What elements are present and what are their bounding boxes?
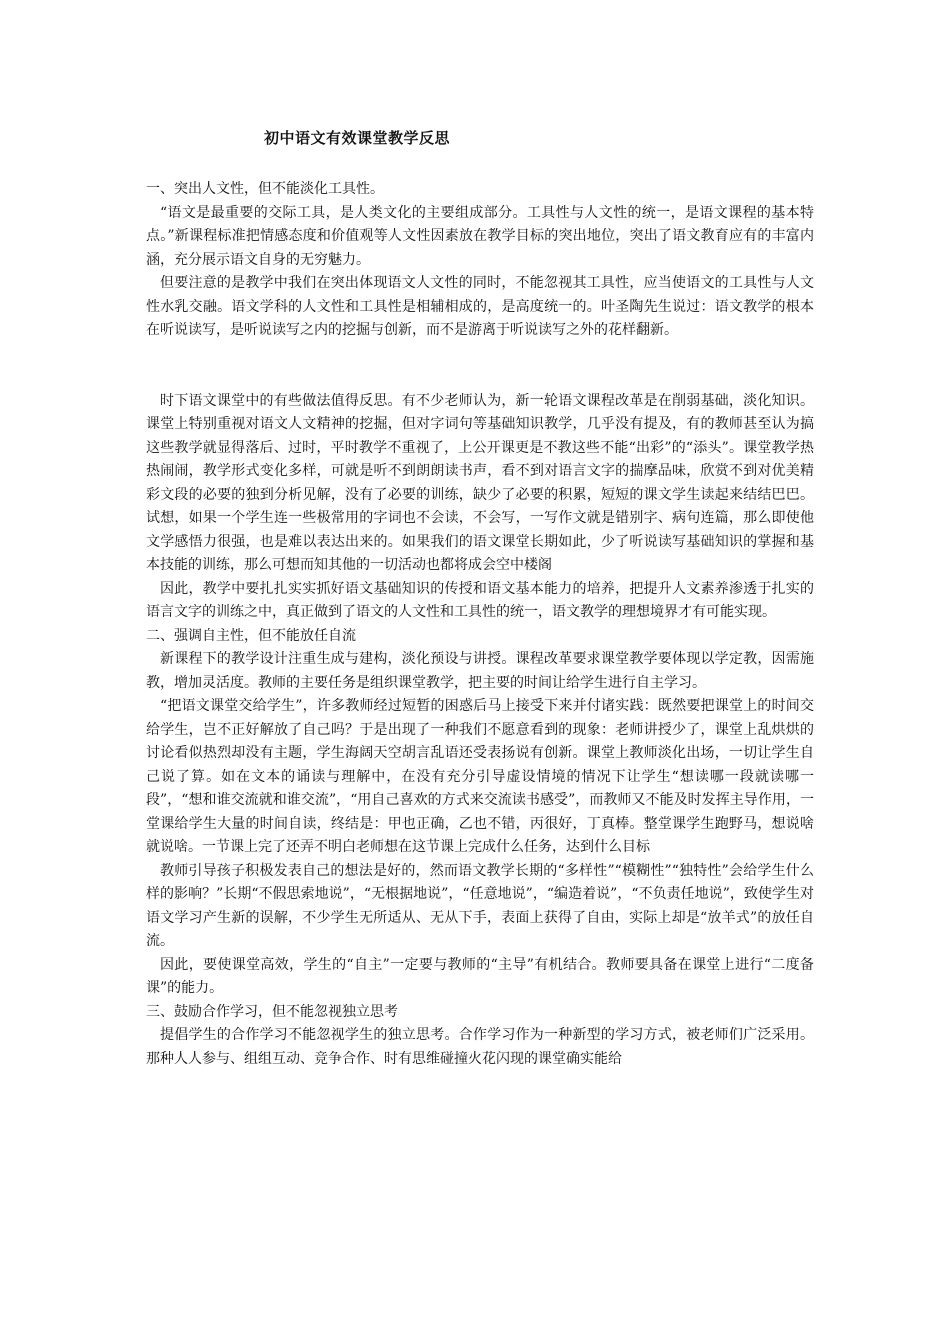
section-2-paragraph-4: 因此，要使课堂高效，学生的“自主”一定要与教师的“主导”有机结合。教师要具备在课堂上进行“二度备课”的能力。 — [146, 956, 814, 996]
section-1-heading: 一、突出人文性，但不能淡化工具性。 — [146, 181, 384, 197]
section-2-paragraph-1: 新课程下的教学设计注重生成与建构，淡化预设与讲授。课程改革要求课堂教学要体现以学定教，因需施教，增加灵活度。教师的主要任务是组织课堂教学，把主要的时间让给学生进行自主学习。 — [146, 651, 814, 691]
section-3-paragraph-1: 提倡学生的合作学习不能忽视学生的独立思考。合作学习作为一种新型的学习方式，被老师们广泛采用。那种人人参与、组组互动、竞争合作、时有思维碰撞火花闪现的课堂确实能给 — [146, 1027, 814, 1067]
section-2-paragraph-2: “把语文课堂交给学生”，许多教师经过短暂的困惑后马上接受下来并付诸实践：既然要把课堂上的时间交给学生，岂不正好解放了自己吗？于是出现了一种我们不愿意看到的现象：老师讲授少了，课堂上乱烘烘的讨论看似热烈却没有主题，学生海阔天空胡言乱语还受表扬说有创新。课堂上教师淡化出场，一切让学生自己说了算。如在文本的诵读与理解中，在没有充分引导虚设情境的情况下让学生“想读哪一段就读哪一段”，“想和谁交流就和谁交流”，“用自己喜欢的方式来交流读书感受”，而教师又不能及时发挥主导作用，一堂课给学生大量的时间自读，终结是：甲也正确，乙也不错，丙很好，丁真棒。整堂课学生跑野马，想说啥就说啥。一节课上完了还弄不明白老师想在这节课上完成什么任务，达到什么目标 — [146, 698, 814, 855]
section-1-paragraph-4: 因此，教学中要扎扎实实抓好语文基础知识的传授和语文基本能力的培养，把提升人文素养渗透于扎实的语言文字的训练之中，真正做到了语文的人文性和工具性的统一，语文教学的理想境界才有可能实现。 — [146, 580, 814, 620]
document-page — [146, 128, 814, 1071]
section-1-paragraph-1: “语文是最重要的交际工具，是人类文化的主要组成部分。工具性与人文性的统一，是语文课程的基本特点。”新课程标准把情感态度和价值观等人文性因素放在教学目标的突出地位，突出了语文教育应有的丰富内涵，充分展示语文自身的无穷魅力。 — [146, 204, 814, 268]
section-2-heading: 二、强调自主性，但不能放任自流 — [146, 627, 356, 644]
section-2-paragraph-3: 教师引导孩子积极发表自己的想法是好的，然而语文教学长期的“多样性”“模糊性”“独特性”会给学生什么样的影响？”长期“不假思索地说”，“无根据地说”，“任意地说”，“编造着说”，“不负责任地说”，致使学生对语文学习产生新的误解，不少学生无所适从、无从下手，表面上获得了自由，实际上却是“放羊式”的放任自流。 — [146, 862, 814, 949]
section-3-heading: 三、鼓励合作学习，但不能忽视独立思考 — [146, 1003, 398, 1020]
blank-line — [146, 343, 814, 390]
section-1-paragraph-2: 但要注意的是教学中我们在突出体现语文人文性的同时，不能忽视其工具性，应当使语文的工具性与人文性水乳交融。语文学科的人文性和工具性是相辅相成的，是高度统一的。叶圣陶先生说过：语文教学的根本在听说读写，是听说读写之内的挖掘与创新，而不是游离于听说读写之外的花样翻新。 — [146, 275, 814, 338]
document-title: 初中语文有效课堂教学反思 — [264, 129, 451, 147]
section-1-paragraph-3: 时下语文课堂中的有些做法值得反思。有不少老师认为，新一轮语文课程改革是在削弱基础，淡化知识。课堂上特别重视对语文人文精神的挖掘，但对字词句等基础知识教学，几乎没有提及，有的教师甚至认为搞这些教学就显得落后、过时，平时教学不重视了，上公开课更是不教这些不能“出彩”的“添头”。课堂教学热热闹闹，教学形式变化多样，可就是听不到朗朗读书声，看不到对语言文字的揣摩品味，欣赏不到对优美精彩文段的必要的独到分析见解，没有了必要的训练，缺少了必要的积累，短短的课文学生读起来结结巴巴。试想，如果一个学生连一些极常用的字词也不会读，不会写，一写作文就是错别字、病句连篇，那么即使他文学感悟力很强，也是难以表达出来的。如果我们的语文课堂长期如此，少了听说读写基础知识的掌握和基本技能的训练，那么可想而知其他的一切活动也都将成会空中楼阁 — [146, 392, 814, 573]
